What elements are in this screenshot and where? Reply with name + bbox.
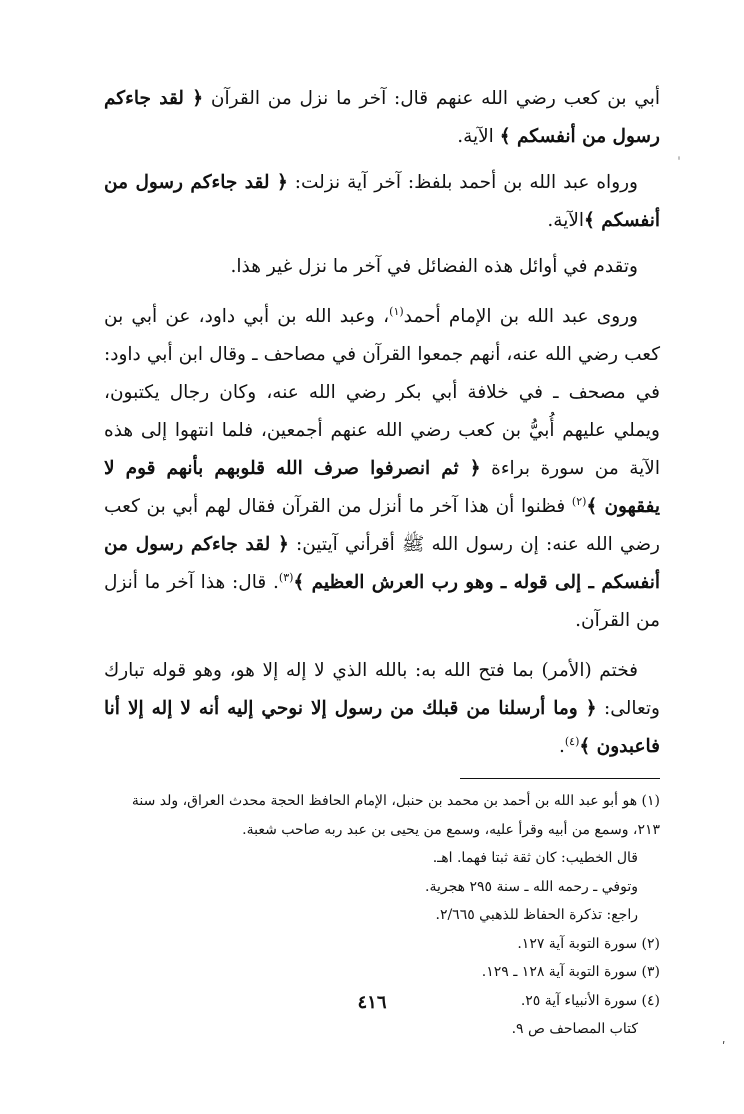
page-number: ٤١٦ <box>357 992 387 1013</box>
text-run: . قال: هذا آخر ما أنزل من القرآن. <box>104 572 660 631</box>
footnote-1: (١) هو أبو عبد الله بن أحمد بن محمد بن حنبل، الإمام الحافظ الحجة محدث العراق، ولد سنة ٢١٣، وسمع من أبيه وقرأ عليه، وسمع من يحيى بن عبد ربه صاحب شعبة. <box>131 793 660 838</box>
quran-verse: ﴿ لقد جاءكم رسول من أنفسكم ـ إلى قوله ـ وهو رب العرش العظيم ﴾ <box>104 534 661 593</box>
footnote-ref: (٤) <box>564 734 580 748</box>
text-run: أبي بن كعب رضي الله عنهم قال: آخر ما نزل من القرآن <box>203 88 660 109</box>
quran-verse: ﴿ لقد جاءكم رسول من أنفسكم ﴾ <box>104 172 660 231</box>
footnote-1-note-c: راجع: تذكرة الحفاظ للذهبي ٢/٦٦٥. <box>435 907 638 923</box>
text-run: وروى عبد الله بن الإمام أحمد <box>403 306 638 327</box>
text-run: ، وعبد الله بن أبي داود، عن أبي بن كعب رضي الله عنه، أنهم جمعوا القرآن في مصاحف ـ وقال ابن أبي داود: في مصحف ـ في خلافة أبي بكر رضي الله عنه، وكان رجال يكتبون، ويملي عليهم أُبيُّ بن كعب رضي الله عنهم أجمعين، فلما انتهوا إلى هذه الآية من سورة براءة <box>104 306 660 479</box>
paragraph-3 <box>104 248 660 286</box>
footnote-1-note-a: قال الخطيب: كان ثقة ثبتا فهما. اهـ. <box>432 850 638 866</box>
footnote-3: (٣) سورة التوبة آية ١٢٨ ـ ١٢٩. <box>481 964 660 980</box>
page-body <box>104 80 660 1044</box>
text-run: فظنوا أن هذا آخر ما أنزل من القرآن فقال لهم أبي بن كعب رضي الله عنه: إن رسول الله ﷺ أقرأني آيتين: <box>104 496 660 555</box>
paragraph-5 <box>104 652 660 766</box>
paragraph-1 <box>104 80 660 156</box>
footnote-separator <box>460 778 660 779</box>
quran-verse: ﴿ لقد جاءكم رسول من أنفسكم ﴾ <box>104 88 660 147</box>
footnote-1-note-b: وتوفي ـ رحمه الله ـ سنة ٢٩٥ هجرية. <box>425 878 638 895</box>
text-run: . <box>558 736 565 757</box>
footnote-ref: (٢) <box>571 494 587 508</box>
text-run: فختم (الأمر) بما فتح الله به: بالله الذي لا إله إلا هو، وهو قوله تبارك وتعالى: <box>104 660 660 719</box>
margin-dot-mark: ʹ <box>722 1040 726 1054</box>
footnote-ref: (٣) <box>278 570 294 584</box>
footnote-4-note-a: كتاب المصاحف ص ٩. <box>511 1021 638 1037</box>
footnote-2: (٢) سورة التوبة آية ١٢٧. <box>517 935 660 952</box>
paragraph-4 <box>104 298 660 640</box>
paragraph-2 <box>104 164 660 240</box>
text-run: وتقدم في أوائل هذه الفضائل في آخر ما نزل غير هذا. <box>230 256 638 277</box>
text-run: ورواه عبد الله بن أحمد بلفظ: آخر آية نزلت: <box>287 172 638 193</box>
quran-verse: ﴿ ثم انصرفوا صرف الله قلوبهم بأنهم قوم لا يفقهون ﴾ <box>104 458 660 517</box>
text-run: الآية. <box>457 126 500 147</box>
footnote-ref: (١) <box>389 304 404 318</box>
footnote-4: (٤) سورة الأنبياء آية ٢٥. <box>520 992 660 1009</box>
quran-verse: ﴿ وما أرسلنا من قبلك من رسول إلا نوحي إليه أنه لا إله إلا أنا فاعبدون ﴾ <box>104 698 660 757</box>
text-run: الآية. <box>547 210 585 231</box>
